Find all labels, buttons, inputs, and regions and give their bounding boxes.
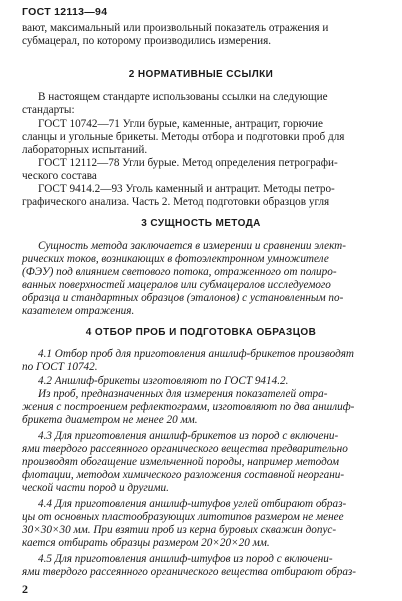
section-4-line: 4.2 Аншлиф-брикеты изготовляют по ГОСТ 9414.2. <box>38 375 289 387</box>
section-4-line: ями твердого рассеянного органического вещества отбирают образ- <box>22 566 357 578</box>
section-4-line: жения с построением рефлектограмм, изготовляют по два аншлиф- <box>22 401 355 413</box>
section-4-line: ями твердого рассеянного органического вещества предварительно <box>22 443 348 455</box>
section-4-title: 4 ОТБОР ПРОБ И ПОДГОТОВКА ОБРАЗЦОВ <box>85 327 317 338</box>
section-3-line: образца и стандартных образцов (эталонов) с установленным по- <box>22 292 344 304</box>
section-2-line: сланцы и угольные брикеты. Методы отбора и подготовки проб для <box>22 131 345 143</box>
section-4-line: по ГОСТ 10742. <box>22 361 98 373</box>
section-3-line: (ФЭУ) под влиянием светового потока, отраженного от полиро- <box>22 266 337 278</box>
section-4-line: цы от основных пластообразующих литотипов размером не менее <box>22 511 344 523</box>
section-3-title: 3 СУЩНОСТЬ МЕТОДА <box>141 218 261 229</box>
section-4-line: кается отбирать образцы размером 20×20×20 мм. <box>22 537 270 549</box>
section-4-line: 4.1 Отбор проб для приготовления аншлиф-брикетов производят <box>38 348 355 360</box>
section-3-line: ванных поверхностей мацералов или субмацералов исследуемого <box>22 279 331 291</box>
section-3-line: Сущность метода заключается в измерении и сравнении элект- <box>38 240 346 252</box>
intro-line: субмацерал, по которому производились измерения. <box>22 35 272 47</box>
section-3-line: казателем отражения. <box>22 305 135 317</box>
intro-line: вают, максимальный или произвольный показатель отражения и <box>22 22 329 34</box>
section-2-line: стандарты: <box>22 104 75 116</box>
section-4-line: флотации, методом химического разложения составной неоргани- <box>22 469 345 481</box>
section-4-line: 4.3 Для приготовления аншлиф-брикетов из пород с включени- <box>38 430 339 442</box>
page-header: ГОСТ 12113—94 <box>22 6 108 18</box>
page-number: 2 <box>22 582 28 596</box>
section-4-line: 30×30×30 мм. При взятии проб из керна буровых скважин допус- <box>22 524 337 536</box>
section-2-line: лабораторных испытаний. <box>22 144 148 156</box>
section-4-line: производят обогащение измельченной породы, например методом <box>22 456 340 468</box>
section-2-line: ГОСТ 12112—78 Угли бурые. Метод определения петрографи- <box>38 157 338 169</box>
section-4-line: ческой части пород и другими. <box>22 482 169 494</box>
section-2-line: графического анализа. Часть 2. Метод подготовки образцов угля <box>22 196 330 208</box>
section-2-line: ГОСТ 9414.2—93 Уголь каменный и антрацит. Методы петро- <box>38 183 335 195</box>
section-2-line: ческого состава <box>22 170 97 182</box>
section-4-line: Из проб, предназначенных для измерения показателей отра- <box>38 388 328 400</box>
section-2-line: ГОСТ 10742—71 Угли бурые, каменные, антрацит, горючие <box>38 118 323 130</box>
section-2-line: В настоящем стандарте использованы ссылки на следующие <box>38 91 328 103</box>
section-3-line: рических токов, возникающих в фотоэлектронном умножителе <box>22 253 329 265</box>
section-2-title: 2 НОРМАТИВНЫЕ ССЫЛКИ <box>128 69 274 80</box>
section-4-line: брикета диаметром не менее 20 мм. <box>22 414 198 426</box>
section-4-line: 4.5 Для приготовления аншлиф-штуфов из пород с включени- <box>38 553 333 565</box>
section-4-line: 4.4 Для приготовления аншлиф-штуфов углей отбирают образ- <box>38 498 347 510</box>
